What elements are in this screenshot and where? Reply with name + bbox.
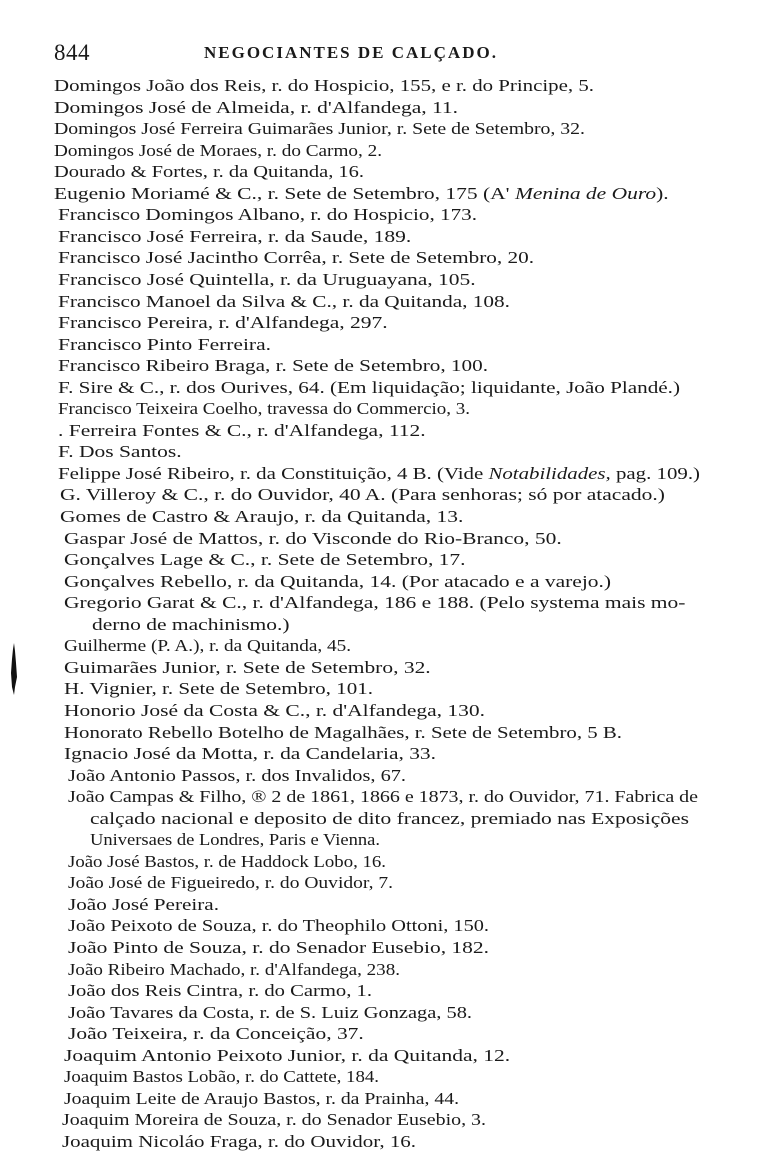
page-header — [54, 38, 704, 68]
entry-text: Francisco Domingos Albano, r. do Hospicio, 173. — [58, 205, 478, 225]
entry-text: Eugenio Moriamé & C., r. Sete de Setembro, 175 (A' — [54, 183, 515, 203]
directory-entry — [64, 1046, 510, 1066]
directory-entry — [68, 960, 400, 980]
entry-text: Domingos José de Almeida, r. d'Alfandega, 11. — [54, 97, 459, 117]
entry-text: João Pinto de Souza, r. do Senador Eusebio, 182. — [68, 938, 489, 957]
entry-text-after: ). — [656, 183, 669, 203]
entry-text-after: pag. 109.) — [610, 463, 700, 483]
directory-entry — [64, 636, 351, 656]
directory-entry — [68, 787, 698, 807]
entry-text: H. Vignier, r. Sete de Setembro, 101. — [64, 679, 373, 699]
directory-entry — [58, 335, 271, 355]
directory-entry — [68, 766, 406, 786]
entry-text: João dos Reis Cintra, r. do Carmo, 1. — [68, 981, 372, 1001]
entry-text: João José Pereira. — [68, 894, 219, 914]
entry-text: João Tavares da Costa, r. de S. Luiz Gonzaga, 58. — [68, 1002, 472, 1022]
directory-entry — [64, 593, 685, 613]
directory-entry — [64, 529, 562, 549]
directory-entry — [58, 205, 477, 225]
directory-entry — [58, 421, 426, 441]
directory-entry — [68, 852, 386, 872]
entry-text: Guimarães Junior, r. Sete de Setembro, 32. — [64, 657, 431, 677]
directory-entry — [68, 1024, 364, 1044]
entry-text: Guilherme (P. A.), r. da Quitanda, 45. — [64, 636, 351, 656]
entry-text: Joaquim Bastos Lobão, r. do Cattete, 184. — [64, 1067, 379, 1087]
entry-text: F. Sire & C., r. dos Ourives, 64. (Em liquidação; liquidante, João Plandé.) — [58, 377, 680, 397]
entry-text: Francisco Teixeira Coelho, travessa do Commercio, 3. — [58, 399, 470, 419]
directory-entry — [64, 572, 611, 592]
entry-text: Francisco Ribeiro Braga, r. Sete de Setembro, 100. — [58, 356, 488, 376]
entry-text: Gonçalves Rebello, r. da Quitanda, 14. (Por atacado e a varejo.) — [64, 571, 612, 591]
entry-text: Domingos João dos Reis, r. do Hospicio, 155, e r. do Principe, 5. — [54, 76, 594, 95]
entry-text: calçado nacional e deposito de dito francez, premiado nas Exposições — [90, 808, 689, 828]
entry-text: Gonçalves Lage & C., r. Sete de Setembro, 17. — [64, 550, 466, 570]
entry-text: Domingos José de Moraes, r. do Carmo, 2. — [54, 140, 382, 160]
directory-entry — [54, 184, 669, 204]
entry-text: Ignacio José da Motta, r. da Candelaria, 33. — [64, 744, 436, 764]
directory-entry — [58, 399, 470, 419]
entry-text: Francisco José Quintella, r. da Uruguayana, 105. — [58, 269, 476, 289]
entry-text: João José Bastos, r. de Haddock Lobo, 16. — [68, 851, 386, 871]
entry-text: F. Dos Santos. — [58, 442, 182, 462]
directory-entry — [58, 378, 680, 398]
entry-text: João José de Figueiredo, r. do Ouvidor, 7. — [68, 873, 393, 893]
directory-entry — [54, 119, 585, 139]
entry-text: Joaquim Antonio Peixoto Junior, r. da Quitanda, 12. — [64, 1045, 511, 1065]
directory-entry — [54, 141, 382, 161]
margin-mark-icon — [11, 643, 17, 695]
entry-text: derno de machinismo.) — [92, 614, 290, 634]
entry-text: Honorato Rebello Botelho de Magalhães, r. Sete de Setembro, 5 B. — [64, 722, 622, 742]
entry-text: João Teixeira, r. da Conceição, 37. — [68, 1024, 364, 1044]
directory-entry — [60, 507, 463, 527]
entry-text: . Ferreira Fontes & C., r. d'Alfandega, 112. — [58, 420, 426, 440]
entry-text: Dourado & Fortes, r. da Quitanda, 16. — [54, 162, 364, 182]
directory-entry — [64, 723, 622, 743]
directory-entry — [58, 227, 411, 247]
page-number: 844 — [54, 40, 90, 65]
directory-entry — [58, 248, 534, 268]
directory-entry — [54, 76, 594, 96]
entry-text: Joaquim Moreira de Souza, r. do Senador Eusebio, 3. — [62, 1110, 486, 1130]
directory-entry — [92, 615, 290, 635]
running-title: NEGOCIANTES DE CALÇADO. — [204, 43, 498, 62]
directory-entry — [58, 464, 700, 484]
entry-text: Francisco Pereira, r. d'Alfandega, 297. — [58, 313, 388, 333]
directory-entry — [68, 981, 372, 1001]
directory-entry — [68, 938, 489, 958]
directory-entry — [64, 1089, 459, 1109]
directory-entry — [90, 830, 380, 850]
entry-text: Francisco José Jacintho Corrêa, r. Sete de Setembro, 20. — [58, 248, 534, 268]
entry-text: Francisco Pinto Ferreira. — [58, 334, 272, 354]
directory-entry — [64, 1067, 379, 1087]
directory-entry — [58, 442, 182, 462]
entry-text: João Ribeiro Machado, r. d'Alfandega, 238. — [68, 959, 400, 979]
entry-text: Universaes de Londres, Paris e Vienna. — [90, 830, 380, 850]
entry-text: João Campas & Filho, ® 2 de 1861, 1866 e 1873, r. do Ouvidor, 71. Fabrica de — [68, 787, 698, 807]
entry-text: Domingos José Ferreira Guimarães Junior, r. Sete de Setembro, 32. — [54, 119, 585, 139]
directory-entry — [64, 744, 436, 764]
directory-entry — [54, 162, 364, 182]
directory-entry — [54, 98, 458, 118]
entry-text: Honorio José da Costa & C., r. d'Alfandega, 130. — [64, 700, 485, 720]
directory-entry — [68, 1003, 472, 1023]
directory-entry — [62, 1110, 486, 1130]
directory-entry — [58, 270, 476, 290]
directory-entry — [62, 1132, 416, 1152]
entry-text: Joaquim Leite de Araujo Bastos, r. da Prainha, 44. — [64, 1088, 459, 1108]
entry-italic-text: Menina de Ouro — [514, 183, 657, 203]
entry-text: Francisco José Ferreira, r. da Saude, 189. — [58, 226, 412, 246]
directory-entry — [68, 895, 219, 915]
directory-entry — [58, 292, 510, 312]
entry-text: Francisco Manoel da Silva & C., r. da Quitanda, 108. — [58, 291, 510, 311]
directory-entry — [60, 485, 665, 505]
entry-text: G. Villeroy & C., r. do Ouvidor, 40 A. (Para senhoras; só por atacado.) — [60, 485, 665, 505]
directory-entry — [64, 550, 466, 570]
entry-text: João Antonio Passos, r. dos Invalidos, 67. — [68, 765, 406, 785]
directory-entry — [58, 356, 488, 376]
directory-entry — [68, 873, 393, 893]
entry-text: Gregorio Garat & C., r. d'Alfandega, 186 e 188. (Pelo systema mais mo- — [64, 593, 686, 613]
entry-text: Gaspar José de Mattos, r. do Visconde do Rio-Branco, 50. — [64, 528, 562, 548]
directory-entry — [64, 658, 431, 678]
directory-entry — [64, 679, 373, 699]
entry-text: João Peixoto de Souza, r. do Theophilo Ottoni, 150. — [68, 916, 490, 936]
directory-entry — [90, 809, 689, 829]
entry-text: Joaquim Nicoláo Fraga, r. do Ouvidor, 16. — [62, 1131, 416, 1151]
entry-italic-text: Notabilidades, — [488, 463, 611, 483]
entry-text: Gomes de Castro & Araujo, r. da Quitanda, 13. — [60, 507, 464, 526]
directory-entry — [68, 916, 489, 936]
entry-text: Felippe José Ribeiro, r. da Constituição, 4 B. (Vide — [58, 463, 489, 483]
directory-entry — [64, 701, 485, 721]
directory-entry — [58, 313, 388, 333]
